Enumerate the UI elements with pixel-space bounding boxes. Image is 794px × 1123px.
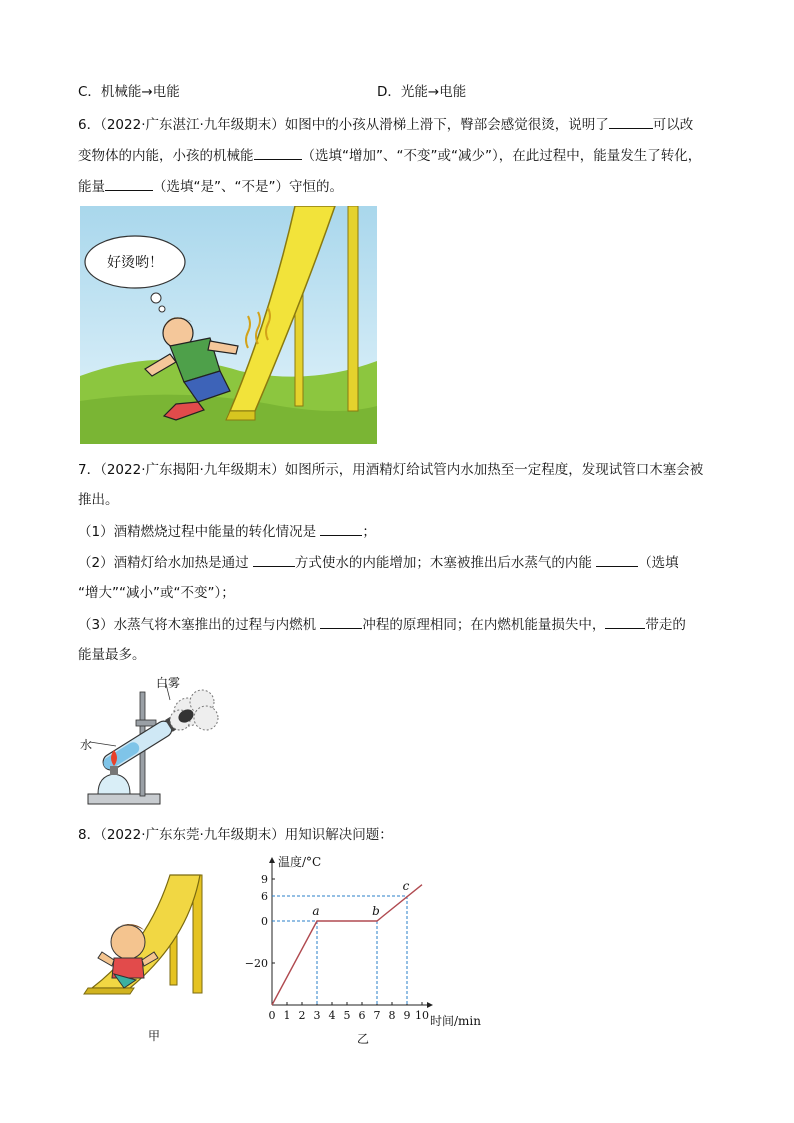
q7-part1	[78, 521, 376, 542]
q6-line1	[78, 114, 693, 135]
q7-part2-cont: “增大”“减小”或“不变”）；	[78, 585, 235, 601]
q6-line2	[78, 145, 701, 166]
point-label-c: c	[402, 879, 410, 893]
y-axis-label: 温度/°C	[278, 855, 322, 869]
x-tick-label: 0	[268, 1009, 276, 1022]
q7-part3-cont: 能量最多。	[78, 647, 146, 663]
option-c: C．机械能→电能	[78, 84, 180, 100]
q6-text: 6．（2022·广东湛江·九年级期末）如图中的小孩从滑梯上滑下，臀部会感觉很烫，说明了	[78, 117, 609, 133]
q6-text: （选填“是”、“不是”）守恒的。	[153, 179, 343, 195]
q7-text: 冲程的原理相同；在内燃机能量损失中，	[362, 617, 606, 633]
test-tube-apparatus	[78, 672, 228, 812]
caption-yi: 乙	[357, 1032, 370, 1046]
q7-text: 带走的	[645, 617, 686, 633]
answer-blank[interactable]	[105, 176, 153, 191]
answer-blank[interactable]	[609, 114, 653, 129]
answer-blank[interactable]	[320, 614, 362, 629]
point-label-b: b	[372, 904, 380, 918]
answer-blank[interactable]	[253, 552, 295, 567]
answer-blank[interactable]	[254, 145, 302, 160]
x-tick-label: 4	[328, 1009, 336, 1022]
slide-illustration	[80, 206, 377, 444]
y-tick-label: −20	[244, 957, 268, 970]
q6-text: 变物体的内能，小孩的机械能	[78, 148, 254, 164]
answer-blank[interactable]	[320, 521, 362, 536]
option-d: D．光能→电能	[377, 84, 467, 100]
point-label-a: a	[312, 904, 320, 918]
q8-line1: 8．（2022·广东东莞·九年级期末）用知识解决问题：	[78, 827, 393, 843]
kid-slide-illustration	[78, 870, 218, 1000]
q7-part2	[78, 552, 679, 573]
label-water: 水	[80, 738, 93, 752]
x-tick-label: 6	[358, 1009, 366, 1022]
q7-text: （3）水蒸气将木塞推出的过程与内燃机	[78, 617, 317, 633]
q7-text: （1）酒精燃烧过程中能量的转化情况是	[78, 524, 317, 540]
x-tick-label: 7	[373, 1009, 381, 1022]
q7-line2: 推出。	[78, 492, 119, 508]
x-tick-label: 10	[415, 1009, 429, 1022]
x-tick-label: 1	[283, 1009, 291, 1022]
y-tick-label: 0	[261, 915, 268, 928]
speech-bubble-text: 好烫哟！	[107, 255, 163, 271]
q6-text: （选填“增加”、“不变”或“减少”），在此过程中，能量发生了转化，	[301, 148, 702, 164]
y-tick-label: 9	[261, 873, 268, 886]
q6-text: 可以改	[652, 117, 694, 133]
x-tick-label: 8	[388, 1009, 396, 1022]
q7-text: （2）酒精灯给水加热是通过	[78, 555, 249, 571]
temperature-time-chart	[240, 850, 490, 1030]
q7-text: （选填	[638, 555, 679, 571]
temperature-line	[272, 885, 422, 1005]
x-tick-label: 9	[403, 1009, 411, 1022]
caption-jia: 甲	[148, 1029, 161, 1043]
q7-line1: 7．（2022·广东揭阳·九年级期末）如图所示，用酒精灯给试管内水加热至一定程度，发现试管口木塞会被	[78, 462, 704, 478]
x-axis-label: 时间/min	[430, 1014, 481, 1028]
q6-text: 能量	[78, 179, 105, 195]
q7-part3	[78, 614, 686, 635]
x-tick-label: 5	[343, 1009, 351, 1022]
q6-line3	[78, 176, 343, 197]
y-tick-label: 6	[261, 890, 268, 903]
x-tick-label: 3	[313, 1009, 321, 1022]
answer-blank[interactable]	[596, 552, 638, 567]
label-white-fog: 白雾	[156, 676, 181, 690]
answer-blank[interactable]	[605, 614, 645, 629]
q7-text: ；	[362, 524, 376, 540]
q7-text: 方式使水的内能增加；木塞被推出后水蒸气的内能	[294, 555, 592, 571]
x-tick-label: 2	[298, 1009, 306, 1022]
